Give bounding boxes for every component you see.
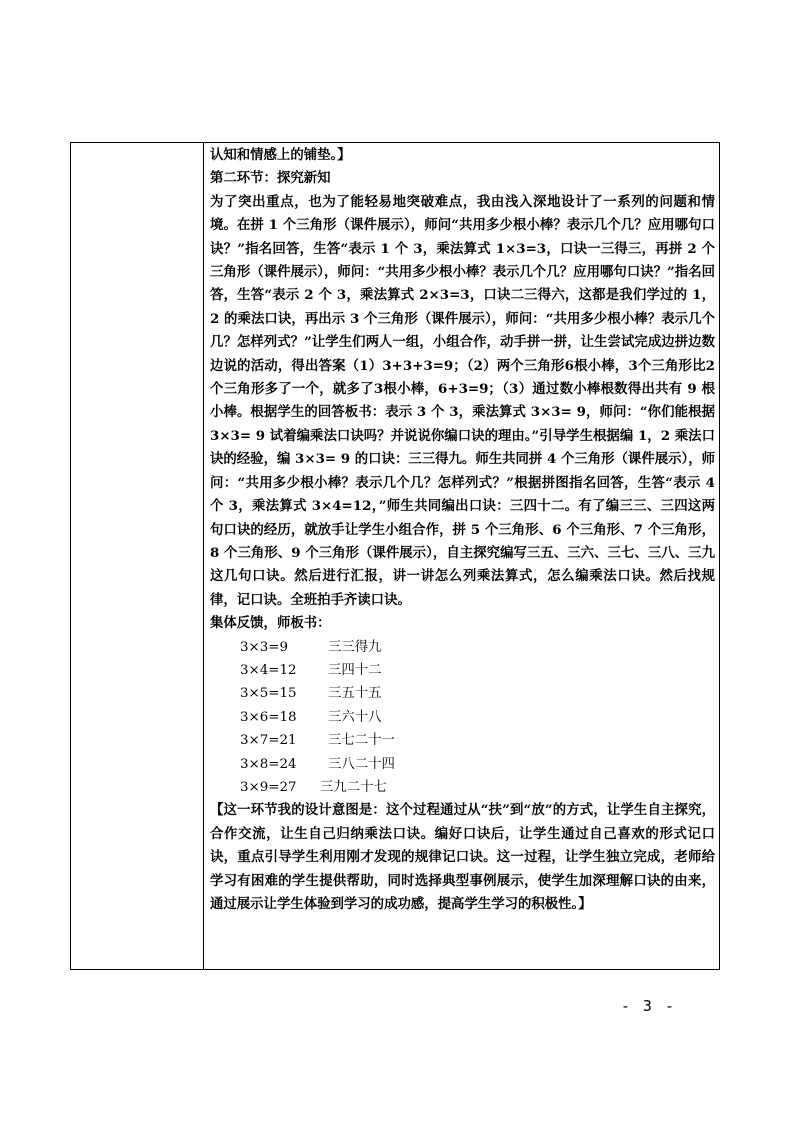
table-content-cell <box>210 144 715 916</box>
page-number: - 3 - <box>620 997 676 1015</box>
formula-row <box>210 753 715 776</box>
formula-chant: 三四十二 <box>328 662 382 678</box>
formula-chant: 三三得九 <box>328 639 382 655</box>
lesson-table <box>70 142 720 970</box>
formula-chant: 三五十五 <box>328 686 382 702</box>
formula-row <box>210 659 715 682</box>
formula-row <box>210 682 715 705</box>
formula-equation: 3×3=9 <box>240 639 288 655</box>
main-paragraph: 为了突出重点，也为了能轻易地突破难点，我由浅入深地设计了一系列的问题和情境。在拼 1 个三角形（课件展示），师问“共用多少根小棒？表示几个几？应用哪句口诀？”指名回答，生答“表示 1 个 3，乘法算式 1×3=3，口诀一三得三，再拼 2 个三角形（课件展示），师问：“共用多少根小棒？表示几个几？应用哪句口诀？”指名回答，生答“表示 2 个 3，乘法算式 2×3=3，口诀二三得六，这都是我们学过的 1，2 的乘法口诀，再出示 3 个三角形（课件展示），师问：“共用多少根小棒？表示几个几？怎样列式？”让学生们两人一组，小组合作，动手拼一拼，让生尝试完成边拼边数边说的活动，得出答案（1）3+3+3=9；（2）两个三角形6根小棒，3个三角形比2个三角形多了一个，就多了3根小棒，6+3=9；（3）通过数小棒根数得出共有 9 根小棒。根据学生的回答板书：表示 3 个 3，乘法算式 3×3= 9，师问：“你们能根据 3×3= 9 试着编乘法口诀吗？并说说你编口诀的理由。”引导学生根据编 1，2 乘法口诀的经验，编 3×3= 9 的口诀：三三得九。师生共同拼 4 个三角形（课件展示），师问：“共用多少根小棒？表示几个几？怎样列式？”根据拼图指名回答，生答“表示 4 个 3，乘法算式 3×4=12，”师生共同编出口诀：三四十二。有了编三三、三四这两句口诀的经历，就放手让学生小组合作，拼 5 个三角形、6 个三角形、7 个三角形，8 个三角形、9 个三角形（课件展示），自主探究编写三五、三六、三七、三八、三九这几句口诀。然后进行汇报，讲一讲怎么列乘法算式，怎么编乘法口诀。然后找规律，记口诀。全班拍手齐读口诀。 <box>210 193 715 608</box>
formula-equation: 3×7=21 <box>240 733 297 749</box>
formula-row <box>210 706 715 729</box>
formula-equation: 3×4=12 <box>240 662 297 678</box>
feedback-heading: 集体反馈，师板书： <box>210 615 331 632</box>
formula-list <box>210 636 715 800</box>
table-left-column <box>71 143 204 969</box>
formula-chant: 三七二十一 <box>328 733 395 749</box>
intro-line: 认知和情感上的铺垫。】 <box>210 147 351 163</box>
formula-equation: 3×5=15 <box>240 686 297 702</box>
formula-equation: 3×8=24 <box>240 756 297 772</box>
design-intent-paragraph: 【这一环节我的设计意图是：这个过程通过从“扶”到“放”的方式，让学生自主探究，合作交流，让生自己归纳乘法口诀。编好口诀后，让学生通过自己喜欢的形式记口诀，重点引导学生利用刚才发现的规律记口诀。这一过程，让学生独立完成，老师给学习有困难的学生提供帮助，同时选择典型事例展示，使学生加深理解口诀的由来，通过展示让学生体验到学习的成功感，提高学生学习的积极性。】 <box>210 802 715 912</box>
formula-row <box>210 729 715 752</box>
formula-row <box>210 636 715 659</box>
formula-chant: 三八二十四 <box>328 756 395 772</box>
formula-chant: 三九二十七 <box>320 779 387 795</box>
formula-row <box>210 776 715 799</box>
section-heading: 第二环节：探究新知 <box>210 170 331 187</box>
formula-equation: 3×6=18 <box>240 709 297 725</box>
formula-equation: 3×9=27 <box>240 779 297 795</box>
formula-chant: 三六十八 <box>328 709 382 725</box>
